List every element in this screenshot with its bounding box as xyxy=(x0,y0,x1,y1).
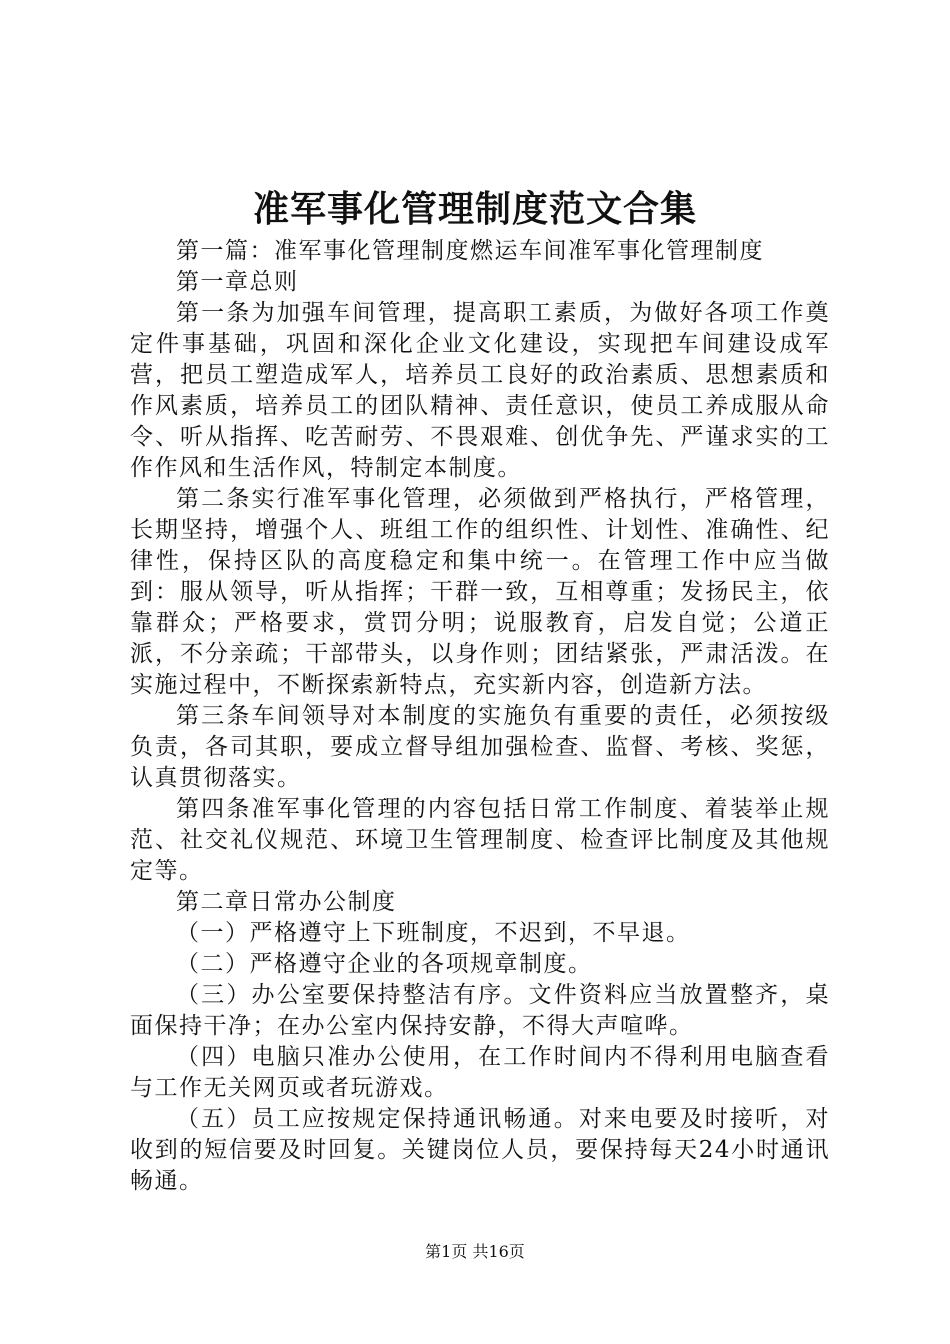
document-body xyxy=(130,236,830,1197)
paragraph-article-1: 第一条为加强车间管理，提高职工素质，为做好各项工作奠定件事基础，巩固和深化企业文化建设，实现把车间建设成军营，把员工塑造成军人，培养员工良好的政治素质、思想素质和作风素质，培养员工的团队精神、责任意识，使员工养成服从命令、听从指挥、吃苦耐劳、不畏艰难、创优争先、严谨求实的工作作风和生活作风，特制定本制度。 xyxy=(130,300,830,481)
paragraph-chapter-1-heading: 第一章总则 xyxy=(176,269,299,295)
paragraph-item-3: （三）办公室要保持整洁有序。文件资料应当放置整齐，桌面保持干净；在办公室内保持安静，不得大声喧哗。 xyxy=(130,982,830,1039)
paragraph-item-5: （五）员工应按规定保持通讯畅通。对来电要及时接听，对收到的短信要及时回复。关键岗位人员，要保持每天24小时通讯畅通。 xyxy=(130,1106,830,1194)
paragraph-item-4: （四）电脑只准办公使用，在工作时间内不得利用电脑查看与工作无关网页或者玩游戏。 xyxy=(130,1044,830,1101)
paragraph-item-1: （一）严格遵守上下班制度，不迟到，不早退。 xyxy=(176,920,691,946)
paragraph-article-4: 第四条准军事化管理的内容包括日常工作制度、着装举止规范、社交礼仪规范、环境卫生管理制度、检查评比制度及其他规定等。 xyxy=(130,796,830,884)
paragraph-part-heading: 第一篇：准军事化管理制度燃运车间准军事化管理制度 xyxy=(176,238,764,264)
paragraph-chapter-2-heading: 第二章日常办公制度 xyxy=(176,889,397,915)
paragraph-article-3: 第三条车间领导对本制度的实施负有重要的责任，必须按级负责，各司其职，要成立督导组加强检查、监督、考核、奖惩，认真贯彻落实。 xyxy=(130,703,830,791)
page-number-footer: 第1页 共16页 xyxy=(425,1242,525,1261)
document-title: 准军事化管理制度范文合集 xyxy=(252,188,697,230)
paragraph-article-2: 第二条实行准军事化管理，必须做到严格执行，严格管理，长期坚持，增强个人、班组工作的组织性、计划性、准确性、纪律性，保持区队的高度稳定和集中统一。在管理工作中应当做到：服从领导，听从指挥；干群一致，互相尊重；发扬民主，依靠群众；严格要求，赏罚分明；说服教育，启发自觉；公道正派，不分亲疏；干部带头，以身作则；团结紧张，严肃活泼。在实施过程中，不断探索新特点，充实新内容，创造新方法。 xyxy=(130,486,830,698)
paragraph-item-2: （二）严格遵守企业的各项规章制度。 xyxy=(176,951,593,977)
